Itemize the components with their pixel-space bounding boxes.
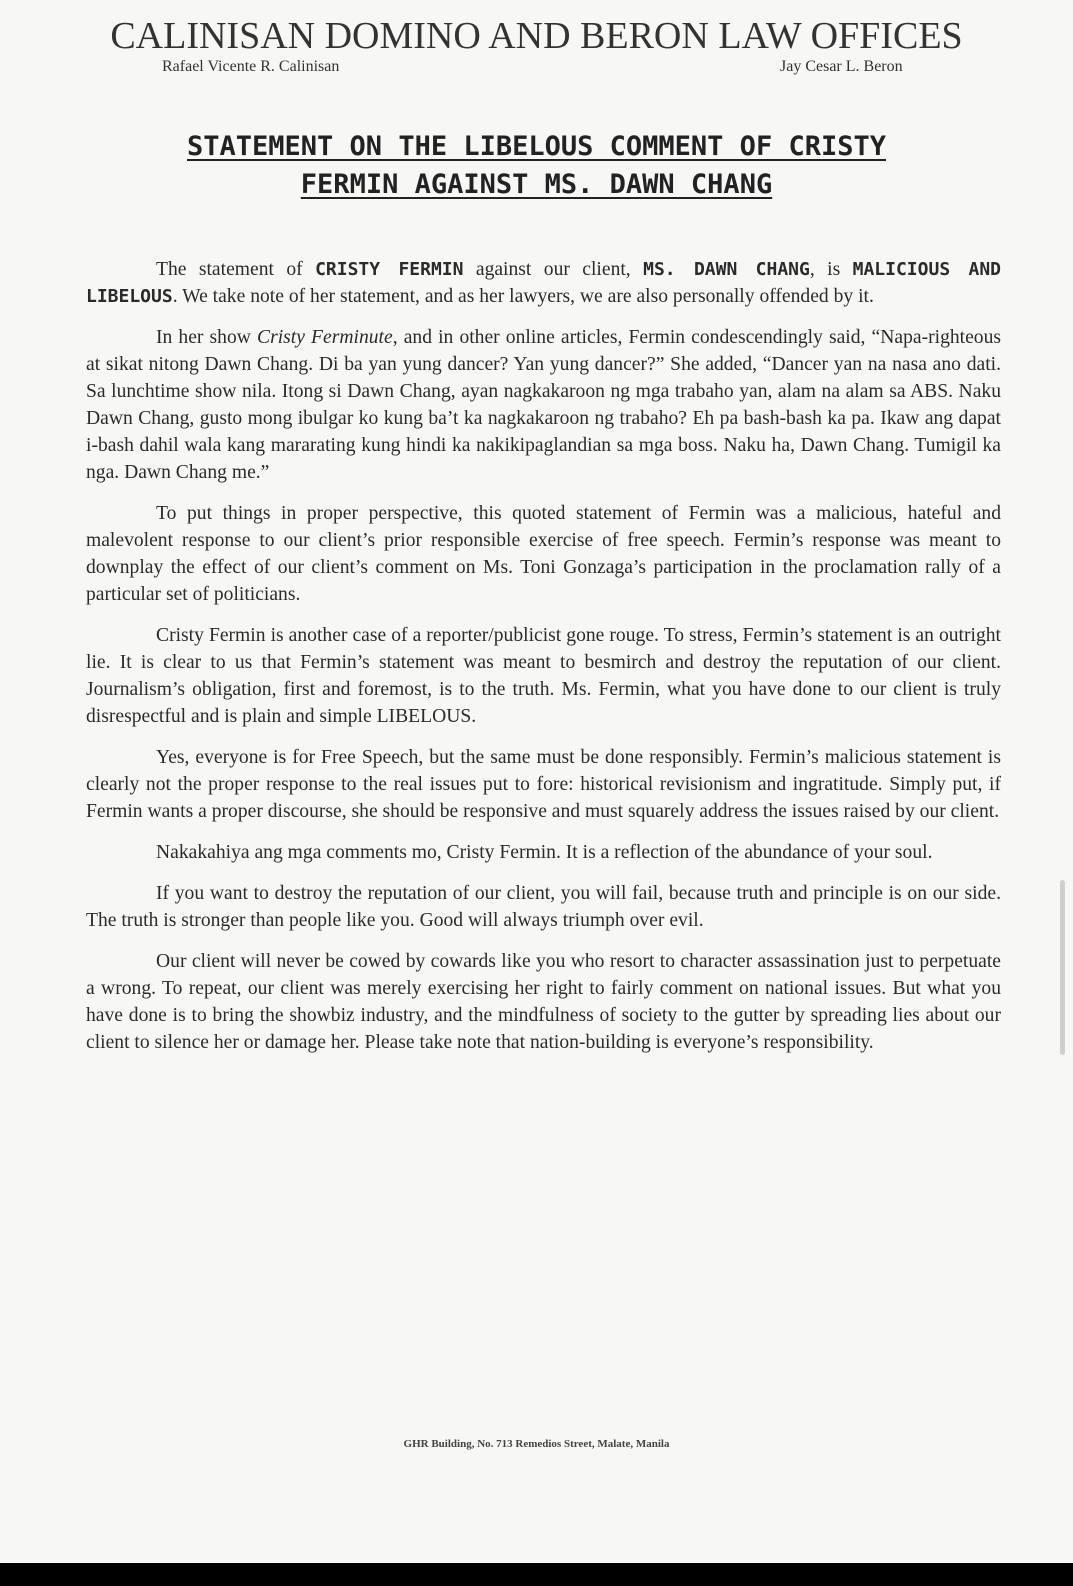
partner-name-right: Jay Cesar L. Beron	[780, 58, 903, 75]
p2-show-name: Cristy Ferminute	[257, 327, 393, 348]
firm-name: CALINISAN DOMINO AND BERON LAW OFFICES	[110, 15, 963, 57]
title-line-2: FERMIN AGAINST MS. DAWN CHANG	[300, 169, 773, 200]
paragraph-8: Our client will never be cowed by cowards like you who resort to character assassination just to perpetuate a wrong. To repeat, our client was merely exercising her right to fairly comment on national issues. But what you have done is to bring the showbiz industry, and the mindfulness of society to the gutter by spreading lies about our client to silence her or damage her. Please take note that nation-building is everyone’s responsibility.	[86, 951, 1001, 1053]
paragraph-1	[86, 256, 1001, 310]
bottom-bar	[0, 1563, 1073, 1586]
p2-text-a: In her show	[156, 327, 258, 348]
p1-text-d: , is	[809, 259, 853, 280]
p1-bold-name: CRISTY FERMIN	[315, 259, 464, 280]
p1-text-a: The statement of	[156, 259, 316, 280]
p1-text-c: against our client,	[463, 259, 644, 280]
paragraph-3: To put things in proper perspective, this quoted statement of Fermin was a malicious, hateful and malevolent response to our client’s prior responsible exercise of free speech. Fermin’s response was meant to downplay the effect of our client’s comment on Ms. Toni Gonzaga’s participation in the proclamation rally of a particular set of politicians.	[86, 503, 1001, 605]
p2-text-b: , and in other online articles, Fermin condescendingly said, “Napa-righteous at sikat nitong Dawn Chang. Di ba yan yung dancer? Yan yung dancer?” She added, “Dancer yan na nasa ano dati. Sa lunchtime show nila. Itong si Dawn Chang, ayan nagkakaroon ng mga trabaho yan, alam na alam sa ABS. Naku Dawn Chang, gusto mong ibulgar ko kung ba’t ka nagkakaroon ng trabaho? Eh pa bash-bash ka pa. Ikaw ang dapat i-bash dahil wala kang mararating kung hindi ka nakikipaglandian sa mga boss. Naku ha, Dawn Chang. Tumigil ka nga. Dawn Chang me.”	[86, 327, 1002, 483]
p1-bold-libelous: MALICIOUS AND LIBELOUS	[86, 259, 1002, 307]
p1-bold-client: MS. DAWN CHANG	[643, 259, 810, 280]
p1-text-e: . We take note of her statement, and as her lawyers, we are also personally offended by it.	[172, 286, 874, 307]
statement-body	[86, 256, 1001, 1070]
paragraph-5: Yes, everyone is for Free Speech, but the same must be done responsibly. Fermin’s malicious statement is clearly not the proper response to the real issues put to fore: historical revisionism and ingratitude. Simply put, if Fermin wants a proper discourse, she should be responsive and must squarely address the issues raised by our client.	[86, 747, 1001, 822]
paragraph-2	[86, 324, 1001, 486]
paragraph-7: If you want to destroy the reputation of our client, you will fail, because truth and principle is on our side. The truth is stronger than people like you. Good will always triumph over evil.	[86, 883, 1001, 931]
scrollbar[interactable]	[1060, 880, 1065, 1055]
footer-address: GHR Building, No. 713 Remedios Street, Malate, Manila	[403, 1438, 670, 1450]
title-line-1: STATEMENT ON THE LIBELOUS COMMENT OF CRISTY	[187, 131, 886, 162]
statement-title	[0, 128, 1073, 204]
paragraph-4: Cristy Fermin is another case of a reporter/publicist gone rouge. To stress, Fermin’s statement is an outright lie. It is clear to us that Fermin’s statement was meant to besmirch and destroy the reputation of our client. Journalism’s obligation, first and foremost, is to the truth. Ms. Fermin, what you have done to our client is truly disrespectful and is plain and simple LIBELOUS.	[86, 625, 1001, 727]
paragraph-6: Nakakahiya ang mga comments mo, Cristy Fermin. It is a reflection of the abundance of your soul.	[156, 842, 933, 863]
partner-name-left: Rafael Vicente R. Calinisan	[162, 58, 340, 75]
